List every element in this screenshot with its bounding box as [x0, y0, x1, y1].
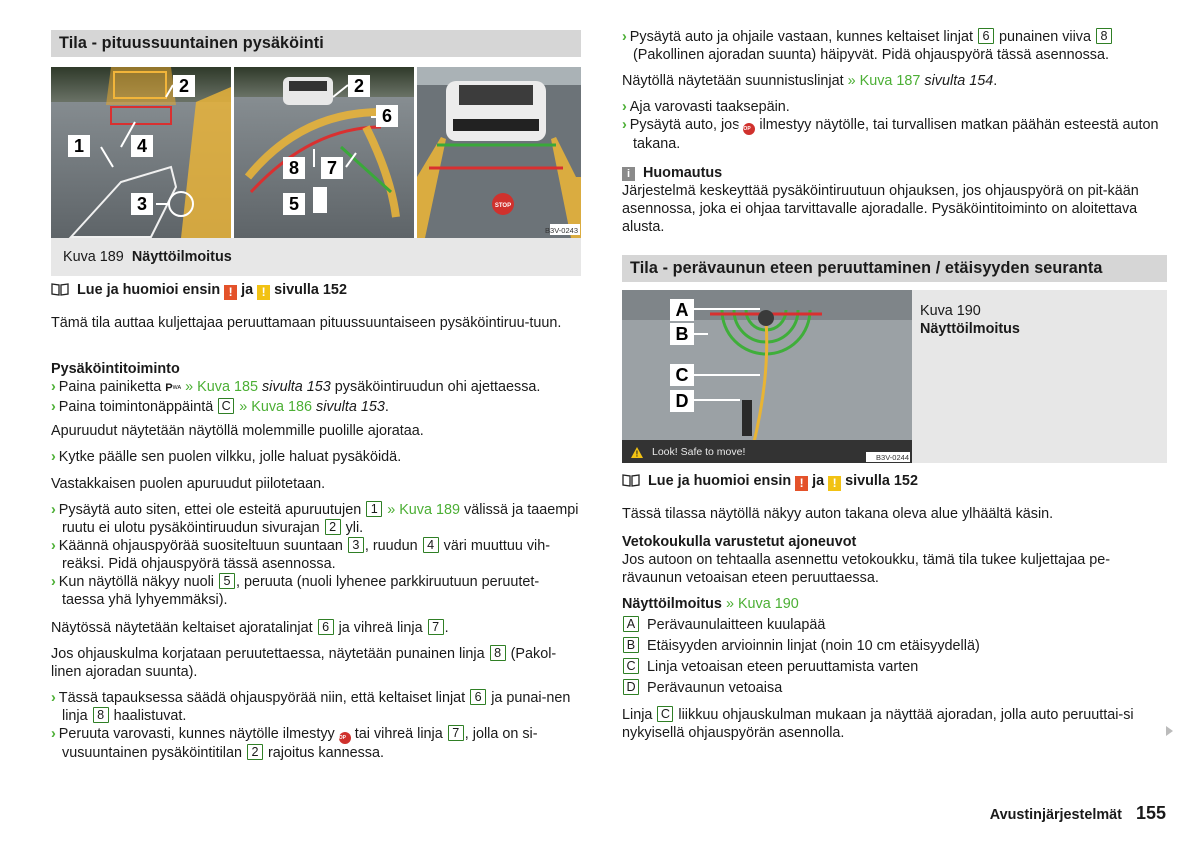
chevron-right-icon: ›	[51, 379, 56, 395]
section-title-trailer: Tila - perävaunun eteen peruuttaminen / etäisyyden seuranta	[622, 255, 1167, 282]
chevron-right-icon: ›	[51, 726, 56, 742]
trailer-intro: Tässä tilassa näytöllä näkyy auton takana oleva alue ylhäältä käsin.	[622, 506, 1054, 522]
legend-list	[622, 616, 1167, 697]
chevron-right-icon: ›	[622, 117, 627, 133]
callout-C: C	[675, 365, 689, 385]
link-fig-189[interactable]: » Kuva 189	[387, 502, 461, 518]
figure-190	[622, 290, 912, 463]
legend-item: A Perävaunulaitteen kuulapää	[622, 616, 1167, 634]
paragraph-hidden-boxes: Vastakkaisen puolen apuruudut piilotetaan.	[51, 476, 326, 492]
callout-1: 1	[73, 136, 85, 156]
svg-text:!: !	[635, 449, 639, 459]
figure-189-code: B3V-0243	[545, 226, 578, 235]
legend-item: B Etäisyyden arvioinnin linjat (noin 10 cm etäisyydellä)	[622, 637, 1167, 655]
caution-icon: !	[828, 476, 841, 491]
figure-189-number: Kuva 189	[63, 249, 124, 265]
figure-189-image	[51, 67, 581, 238]
legend-item: D Perävaunun vetoaisa	[622, 679, 1167, 697]
figure-190-title: Näyttöilmoitus	[920, 321, 1020, 337]
svg-text:STOP: STOP	[494, 203, 512, 209]
note-block: i Huomautus Järjestelmä keskeyttää pysäköintiruutuun ohjauksen, jos ohjauspyörä on pit-kään asennossa, joka ei ohjaa tarvittavalle ajoradalle. Pysäköintitoiminto on aloitettava alusta.	[622, 164, 1167, 236]
parking-button-icon: P	[165, 382, 173, 394]
link-fig-187[interactable]: » Kuva 187	[847, 73, 921, 89]
figure-190-caption	[920, 302, 1020, 338]
chevron-right-icon: ›	[51, 538, 56, 554]
continue-arrow-icon	[1166, 726, 1173, 736]
step-indicator: › Kytke päälle sen puolen vilkku, jolle haluat pysäköidä.	[51, 449, 402, 465]
link-fig-190[interactable]: » Kuva 190	[725, 596, 799, 612]
function-step-1: › Paina painiketta Pᵂᴬ » Kuva 185 sivulta 153 pysäköintiruudun ohi ajettaessa.	[51, 379, 541, 395]
legend-item: C Linja vetoaisan eteen peruuttamista varten	[622, 658, 1167, 676]
caution-icon: !	[257, 285, 270, 300]
read-first-left: Lue ja huomioi ensin ! ja ! sivulla 152	[51, 281, 581, 300]
page-footer	[990, 804, 1166, 824]
steps-list-3: › Pysäytä auto ja ohjaile vastaan, kunnes keltaiset linjat 6 punainen viiva 8 (Pakollinen ajoradan suunta) häipyvät. Pidä ohjauspyörä tässä asennossa.	[622, 28, 1167, 64]
towbar-text: Jos autoon on tehtaalla asennettu vetokoukku, tämä tila tukee kuljettajaa pe-rävaunun vetoaisan eteen peruuttaessa.	[622, 552, 1111, 586]
display-title: Näyttöilmoitus » Kuva 190	[622, 596, 799, 612]
parking-function	[51, 360, 581, 416]
callout-D: D	[675, 391, 689, 411]
function-step-2: › Paina toimintonäppäintä C » Kuva 186 sivulta 153.	[51, 399, 389, 415]
figure-189-caption	[51, 238, 581, 276]
callout-8: 8	[288, 158, 300, 178]
steps-list-1: › Pysäytä auto siten, ettei ole esteitä apuruutujen 1 » Kuva 189 välissä ja taaempi ruutu ei ulotu pysäköintiruudun sivurajan 2 yli. › Käännä ohjauspyörää suositeltuun suuntaan 3 , ruudun 4 väri muuttuu vih-reäksi. Pidä ohjauspyörä tässä asennossa. › Kun näytöllä näkyy nuoli 5 , peruuta (nuoli lyhenee parkkiruutuun peruutet-taessa yhä lyhyemmäksi).	[51, 502, 579, 608]
chevron-right-icon: ›	[51, 574, 56, 590]
chevron-right-icon: ›	[51, 399, 56, 415]
function-title: Pysäköintitoiminto	[51, 361, 180, 377]
callout-6: 6	[381, 106, 393, 126]
callout-7: 7	[326, 158, 338, 178]
chevron-right-icon: ›	[51, 690, 56, 706]
intro-text: Tämä tila auttaa kuljettajaa peruuttamaan pituussuuntaiseen pysäköintiruu-tuun.	[51, 315, 562, 331]
paragraph-lines: Näytössä näytetään keltaiset ajoratalinjat 6 ja vihreä linja 7 .	[51, 620, 449, 636]
link-fig-185[interactable]: » Kuva 185	[185, 379, 258, 395]
figure-190-number: Kuva 190	[920, 303, 981, 319]
callout-5: 5	[288, 194, 300, 214]
paragraph-helper-boxes: Apuruudut näytetään näytöllä molemmille puolille ajorataa.	[51, 423, 424, 439]
section-title-parallel-parking: Tila - pituussuuntainen pysäköinti	[51, 30, 581, 57]
callout-A: A	[675, 300, 689, 320]
steps-list-2: › Tässä tapauksessa säädä ohjauspyörää niin, että keltaiset linjat 6 ja punai-nen linja 8 haalistuvat. › Peruuta varovasti, kunnes näytölle ilmestyy STOP tai vihreä linja 7 , jolla on si-vusuuntainen pysäköintitilan 2 rajoitus kannessa.	[51, 690, 571, 761]
warning-icon: !	[224, 285, 237, 300]
chevron-right-icon: ›	[51, 449, 56, 465]
callout-B: B	[675, 324, 689, 344]
figure-189	[51, 67, 581, 238]
note-text: Järjestelmä keskeyttää pysäköintiruutuun ohjauksen, jos ohjauspyörä on pit-kään asennossa, joka ei ohjaa tarvittavalle ajoradalle. Pysäköintitoiminto on aloitettava alusta.	[622, 183, 1139, 235]
steps-list-4: › Aja varovasti taaksepäin. › Pysäytä auto, jos STOP ilmestyy näytölle, tai turvallisen matkan päähän esteestä auton takana.	[622, 99, 1159, 152]
line-c-text: Linja C liikkuu ohjauskulman mukaan ja näyttää ajoradan, jolla auto peruuttai-si nykyisellä ohjauspyörän asennolla.	[622, 707, 1134, 741]
towbar-title: Vetokoukulla varustetut ajoneuvot	[622, 534, 857, 550]
towbar-block	[622, 533, 1167, 587]
callout-3: 3	[136, 194, 148, 214]
paragraph-guidelines: Näytöllä näytetään suunnistuslinjat » Kuva 187 sivulta 154.	[622, 73, 998, 89]
chevron-right-icon: ›	[51, 502, 56, 518]
book-icon	[622, 474, 640, 487]
figure-190-banner: Look! Safe to move!	[652, 446, 746, 458]
footer-section: Avustinjärjestelmät	[989, 807, 1122, 823]
chevron-right-icon: ›	[622, 29, 627, 45]
link-fig-186[interactable]: » Kuva 186	[239, 399, 313, 415]
book-icon	[51, 283, 69, 296]
chevron-right-icon: ›	[622, 99, 627, 115]
callout-2a: 2	[178, 76, 190, 96]
figure-190-code: B3V-0244	[876, 453, 909, 462]
figure-190-panel	[622, 290, 1167, 463]
read-first-right: Lue ja huomioi ensin ! ja ! sivulla 152	[622, 472, 1167, 491]
callout-2b: 2	[353, 76, 365, 96]
figure-189-title: Näyttöilmoitus	[131, 249, 232, 265]
info-icon: i	[622, 167, 635, 181]
stop-icon: STOP	[743, 123, 755, 135]
warning-icon: !	[795, 476, 808, 491]
callout-4: 4	[136, 136, 148, 156]
stop-icon: STOP	[339, 732, 351, 744]
paragraph-red-line: Jos ohjauskulma korjataan peruutettaessa, näytetään punainen linja 8 (Pakol-linen ajoradan suunta).	[51, 646, 557, 680]
figure-190-image	[622, 290, 912, 463]
page-number: 155	[1135, 803, 1166, 823]
